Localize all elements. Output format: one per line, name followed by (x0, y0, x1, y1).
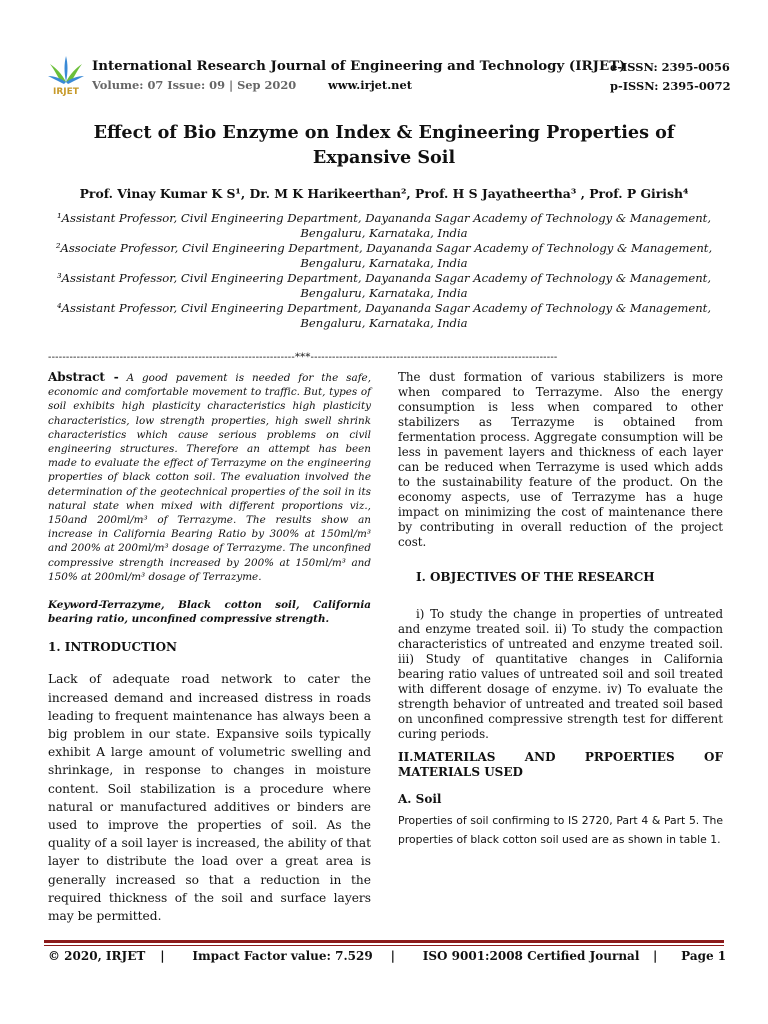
footer-copyright: © 2020, IRJET (48, 949, 146, 963)
footer-rule (44, 940, 724, 943)
section-separator: ---------------------------------------------------------------------***--------------------------------------------------------------------- (48, 352, 558, 363)
journal-volume: Volume: 07 Issue: 09 | Sep 2020 (92, 78, 297, 92)
abstract (48, 370, 371, 584)
page-footer (48, 949, 728, 963)
affiliation-line: ¹Assistant Professor, Civil Engineering Department, Dayananda Sagar Academy of Technology & Management, (56, 211, 712, 225)
affiliation-line: Bengaluru, Karnataka, India (300, 316, 468, 330)
logo-text: IRJET (53, 87, 79, 96)
affiliation-line: Bengaluru, Karnataka, India (300, 286, 468, 300)
affiliation-line: ³Assistant Professor, Civil Engineering Department, Dayananda Sagar Academy of Technology & Management, (56, 271, 712, 285)
footer-rule (44, 945, 724, 946)
footer-divider: | (160, 949, 165, 963)
footer-divider: | (390, 949, 395, 963)
abstract-text: A good pavement is needed for the safe, economic and comfortable movement to traffic. But, types of soil exhibits high plasticity characteristics high plasticity characteristics, low strength properties, high swell shrink characteristics which cause serious problems on civil engineering structures. Therefore an attempt has been made to evaluate the effect of Terrazyme on the engineering properties of black cotton soil. The evaluation involved the determination of the geotechnical properties of the soil in its natural state when mixed with different proportions viz., 150and 200ml/m³ of Terrazyme. The results show an increase in California Bearing Ratio by 300% at 150ml/m³ and 200% at 200ml/m³ dosage of Terrazyme. The unconfined compressive strength increased by 200% at 150ml/m³ and 150% at 200ml/m³ dosage of Terrazyme. (48, 372, 371, 583)
journal-logo-icon (44, 52, 88, 96)
p-issn: p-ISSN: 2395-0072 (610, 79, 731, 93)
right-column (398, 370, 723, 849)
abstract-label: Abstract - (48, 370, 119, 384)
affiliation-line: ⁴Assistant Professor, Civil Engineering Department, Dayananda Sagar Academy of Technology & Management, (56, 301, 712, 315)
soil-subheading: A. Soil (398, 792, 442, 806)
footer-iso: ISO 9001:2008 Certified Journal (422, 949, 640, 963)
materials-heading: II.MATERILAS AND PRPOERTIES OF MATERIALS USED (398, 750, 723, 779)
objectives-heading: I. OBJECTIVES OF THE RESEARCH (416, 570, 655, 584)
footer-divider: | (652, 949, 658, 963)
footer-impact-factor: Impact Factor value: 7.529 (192, 949, 373, 963)
right-intro-text: The dust formation of various stabilizers is more when compared to Terrazyme. Also the energy consumption is less when compared to other stabilizers as Terrazyme is obtained from fermentation process. Aggregate consumption will be less in pavement layers and thickness of each layer can be reduced when Terrazyme is used which adds to the sustainability feature of the product. On the economy aspects, use of Terrazyme has a huge impact on minimizing the cost of maintenance there by contributing in overall reduction of the project cost. (398, 370, 723, 549)
e-issn: e-ISSN: 2395-0056 (610, 60, 730, 74)
paper-authors: Prof. Vinay Kumar K S¹, Dr. M K Harikeerthan², Prof. H S Jayatheertha³ , Prof. P Girish⁴ (79, 186, 689, 201)
affiliation-line: Bengaluru, Karnataka, India (300, 256, 468, 270)
left-column (48, 370, 371, 925)
soil-text: Properties of soil confirming to IS 2720, Part 4 & Part 5. The properties of black cotton soil used are as shown in table 1. (398, 814, 723, 846)
author-affiliations (40, 211, 728, 331)
keywords: Keyword-Terrazyme, Black cotton soil, California bearing ratio, unconfined compressive strength. (48, 599, 371, 626)
introduction-text: Lack of adequate road network to cater the increased demand and increased distress in roads leading to frequent maintenance has always been a big problem in our state. Expansive soils typically exhibit A large amount of volumetric swelling and shrinkage, in response to changes in moisture content. Soil stabilization is a procedure where natural or manufactured additives or binders are used to improve the properties of soil. As the quality of a soil layer is increased, the ability of that layer to distribute the load over a great area is generally increased so that a reduction in the required thickness of the soil and surface layers may be permitted. (48, 672, 371, 924)
footer-page-number: Page 1 (681, 949, 727, 963)
affiliation-line: ²Associate Professor, Civil Engineering Department, Dayananda Sagar Academy of Technology & Management, (55, 241, 713, 255)
affiliation-line: Bengaluru, Karnataka, India (300, 226, 468, 240)
paper-title: Effect of Bio Enzyme on Index & Engineering Properties of Expansive Soil (93, 122, 675, 168)
journal-name: International Research Journal of Engineering and Technology (IRJET) (92, 58, 626, 74)
introduction-heading: 1. INTRODUCTION (48, 640, 178, 655)
objectives-text: i) To study the change in properties of untreated and enzyme treated soil. ii) To study the compaction characteristics of untreated and enzyme treated soil. iii) Study of quantitative changes in California bearing ratio values of untreated soil and soil treated with different dosage of enzyme. iv) To evaluate the strength behavior of untreated and treated soil based on unconfined compressive strength test for different curing periods. (398, 607, 723, 741)
journal-website-link[interactable]: www.irjet.net (328, 78, 412, 92)
